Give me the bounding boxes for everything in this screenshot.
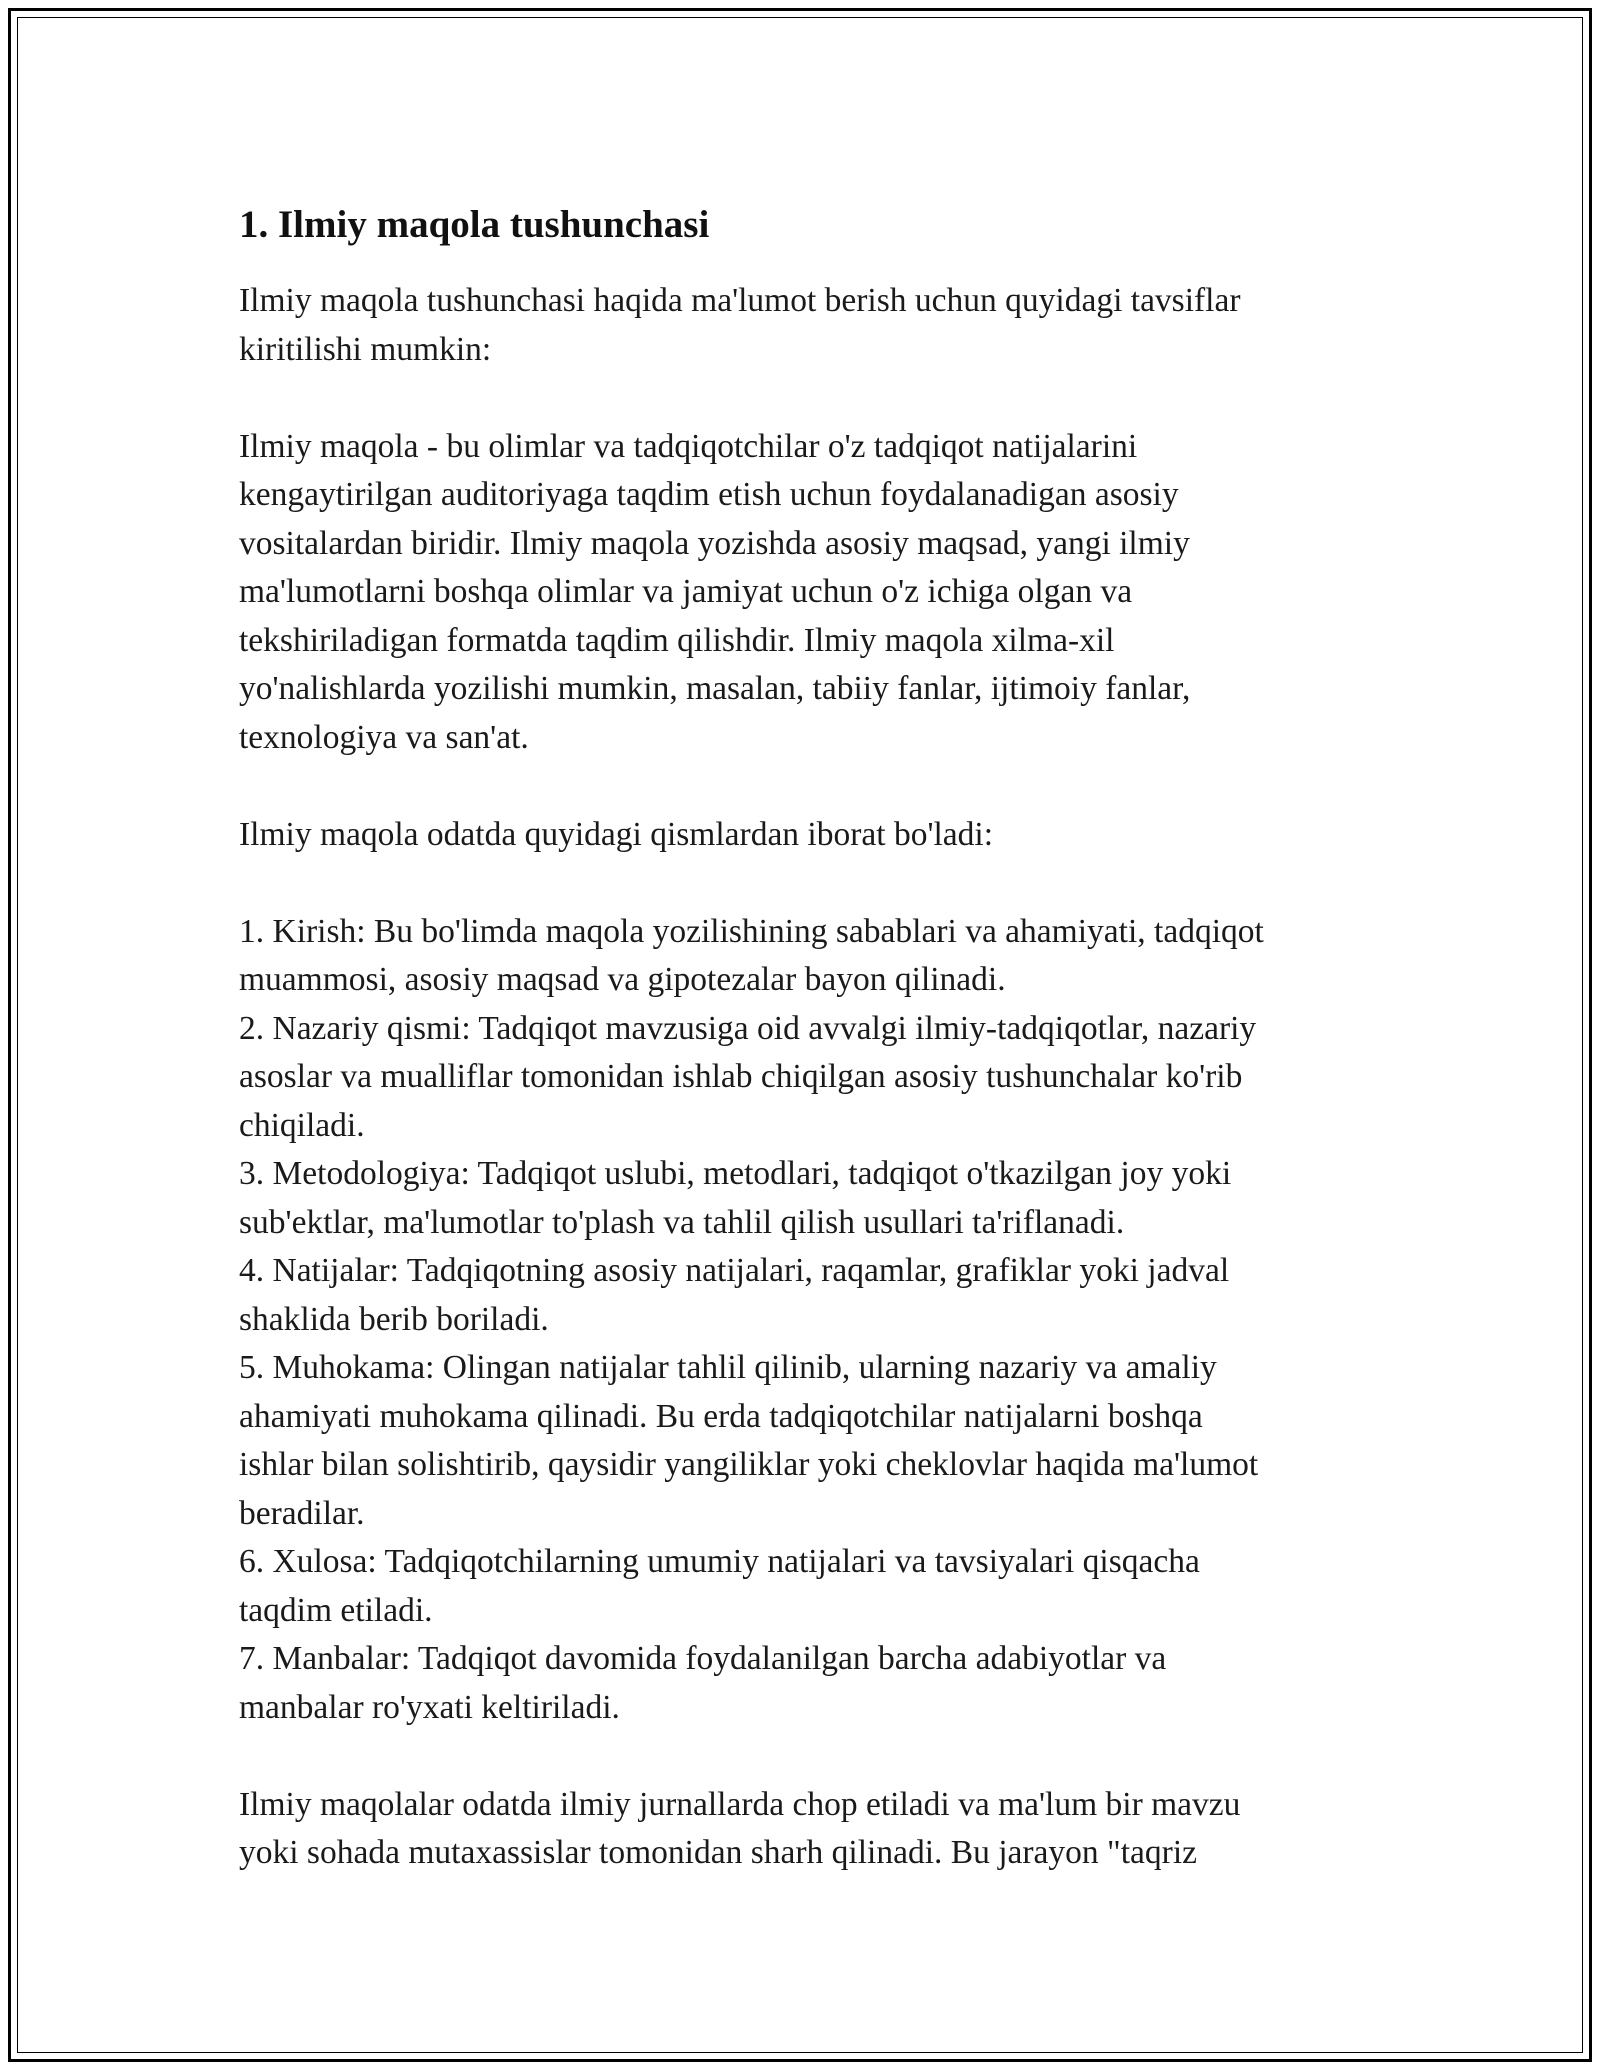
list-line: taqdim etiladi. — [239, 1591, 433, 1629]
list-line: muammosi, asosiy maqsad va gipotezalar bayon qilinadi. — [239, 961, 1006, 998]
closing-paragraph — [239, 1781, 1409, 1878]
list-line: 3. Metodologiya: Tadqiqot uslubi, metodlari, tadqiqot o'tkazilgan joy yoki — [239, 1155, 1232, 1192]
list-line: manbalar ro'yxati keltiriladi. — [239, 1688, 620, 1726]
list-line: 6. Xulosa: Tadqiqotchilarning umumiy natijalari va tavsiyalari qisqacha — [239, 1543, 1200, 1580]
paragraph-gap — [239, 762, 1409, 811]
intro-paragraph — [239, 277, 1409, 374]
text-line: Ilmiy maqola odatda quyidagi qismlardan iborat bo'ladi: — [239, 815, 994, 853]
section-heading: 1. Ilmiy maqola tushunchasi — [239, 203, 710, 246]
paragraph-gap — [239, 859, 1409, 908]
parts-intro-paragraph — [239, 811, 1409, 860]
text-line: vositalardan biridir. Ilmiy maqola yozishda asosiy maqsad, yangi ilmiy — [239, 524, 1190, 562]
text-line: kengaytirilgan auditoriyaga taqdim etish uchun foydalanadigan asosiy — [239, 476, 1179, 513]
list-line: shaklida berib boriladi. — [239, 1300, 549, 1338]
text-line: texnologiya va san'at. — [239, 718, 529, 756]
text-line: tekshiriladigan formatda taqdim qilishdir. Ilmiy maqola xilma-xil — [239, 621, 1115, 659]
list-line: asoslar va mualliflar tomonidan ishlab chiqilgan asosiy tushunchalar ko'rib — [239, 1058, 1243, 1095]
list-line: 5. Muhokama: Olingan natijalar tahlil qilinib, ularning nazariy va amaliy — [239, 1349, 1217, 1386]
list-line: 7. Manbalar: Tadqiqot davomida foydalanilgan barcha adabiyotlar va — [239, 1640, 1167, 1677]
list-line: ahamiyati muhokama qilinadi. Bu erda tadqiqotchilar natijalarni boshqa — [239, 1397, 1203, 1435]
document-content — [239, 183, 1409, 1878]
text-line: kiritilishi mumkin: — [239, 330, 492, 368]
parts-list — [239, 908, 1409, 1733]
list-line: ishlar bilan solishtirib, qaysidir yangiliklar yoki cheklovlar haqida ma'lumot — [239, 1446, 1259, 1483]
text-line: Ilmiy maqolalar odatda ilmiy jurnallarda chop etiladi va ma'lum bir mavzu — [239, 1785, 1241, 1823]
list-line: 4. Natijalar: Tadqiqotning asosiy natijalari, raqamlar, grafiklar yoki jadval — [239, 1252, 1230, 1289]
list-line: 1. Kirish: Bu bo'limda maqola yozilishining sabablari va ahamiyati, tadqiqot — [239, 912, 1264, 950]
paragraph-gap — [239, 374, 1409, 423]
document-page — [8, 8, 1592, 2062]
list-line: chiqiladi. — [239, 1106, 365, 1144]
list-line: sub'ektlar, ma'lumotlar to'plash va tahlil qilish usullari ta'riflanadi. — [239, 1203, 1125, 1241]
text-line: ma'lumotlarni boshqa olimlar va jamiyat uchun o'z ichiga olgan va — [239, 573, 1133, 610]
text-line: Ilmiy maqola - bu olimlar va tadqiqotchilar o'z tadqiqot natijalarini — [239, 427, 1138, 465]
text-line: Ilmiy maqola tushunchasi haqida ma'lumot berish uchun quyidagi tavsiflar — [239, 282, 1241, 319]
list-line: beradilar. — [239, 1494, 365, 1532]
paragraph-gap — [239, 1732, 1409, 1781]
definition-paragraph — [239, 423, 1409, 763]
text-line: yo'nalishlarda yozilishi mumkin, masalan, tabiiy fanlar, ijtimoiy fanlar, — [239, 670, 1191, 707]
text-line: yoki sohada mutaxassislar tomonidan sharh qilinadi. Bu jarayon "taqriz — [239, 1834, 1197, 1871]
list-line: 2. Nazariy qismi: Tadqiqot mavzusiga oid avvalgi ilmiy-tadqiqotlar, nazariy — [239, 1009, 1257, 1047]
